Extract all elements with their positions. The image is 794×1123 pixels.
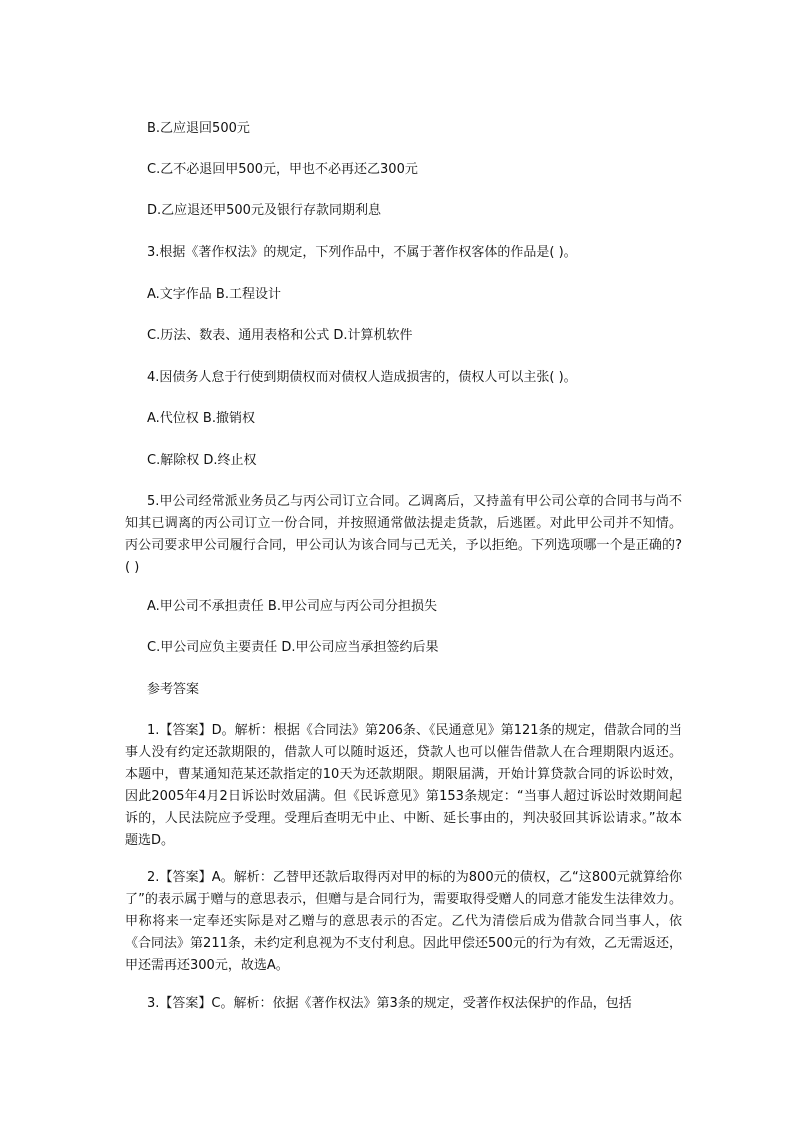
answer-3: 3.【答案】C。解析：依据《著作权法》第3条的规定，受著作权法保护的作品，包括 bbox=[147, 996, 632, 1011]
answer-2: 2.【答案】A。解析：乙替甲还款后取得丙对甲的标的为800元的债权，乙“这800元就算给你了”的表示属于赠与的意思表示，但赠与是合同行为，需要取得受赠人的同意才能发生法律效力。甲称将来一定奉还实际是对乙赠与的意思表示的否定。乙代为清偿后成为借款合同当事人，依《合同法》第211条，未约定利息视为不支付利息。因此甲偿还500元的行为有效，乙无需返还，甲还需再还300元，故选A。 bbox=[125, 870, 682, 973]
option-line: C.甲公司应负主要责任 D.甲公司应当承担签约后果 bbox=[147, 640, 439, 655]
option-line: A.文字作品 B.工程设计 bbox=[147, 287, 281, 302]
option-line: B.乙应退回500元 bbox=[147, 121, 250, 136]
question-4: 4.因债务人怠于行使到期债权而对债权人造成损害的，债权人可以主张( )。 bbox=[147, 370, 577, 385]
answers-heading: 参考答案 bbox=[147, 682, 200, 697]
option-line: D.乙应退还甲500元及银行存款同期利息 bbox=[147, 203, 381, 218]
option-line: A.代位权 B.撤销权 bbox=[147, 411, 255, 426]
answer-1: 1.【答案】D。解析：根据《合同法》第206条、《民通意见》第121条的规定，借款合同的当事人没有约定还款期限的，借款人可以随时返还，贷款人也可以催告借款人在合理期限内返还。本题中，曹某通知范某还款指定的10天为还款期限。期限届满，开始计算贷款合同的诉讼时效，因此2005年4月2日诉讼时效届满。但《民诉意见》第153条规定：“当事人超过诉讼时效期间起诉的，人民法院应予受理。受理后查明无中止、中断、延长事由的，判决驳回其诉讼请求。”故本题选D。 bbox=[125, 723, 682, 848]
option-line: C.历法、数表、通用表格和公式 D.计算机软件 bbox=[147, 328, 413, 343]
option-line: C.解除权 D.终止权 bbox=[147, 453, 257, 468]
option-line: A.甲公司不承担责任 B.甲公司应与丙公司分担损失 bbox=[147, 599, 437, 614]
question-3: 3.根据《著作权法》的规定，下列作品中，不属于著作权客体的作品是( )。 bbox=[147, 245, 577, 260]
option-line: C.乙不必退回甲500元，甲也不必再还乙300元 bbox=[147, 162, 418, 177]
question-5: 5.甲公司经常派业务员乙与丙公司订立合同。乙调离后，又持盖有甲公司公章的合同书与尚不知其已调离的丙公司订立一份合同，并按照通常做法提走货款，后逃匿。对此甲公司并不知情。丙公司要求甲公司履行合同，甲公司认为该合同与己无关，予以拒绝。下列选项哪一个是正确的?( ) bbox=[125, 494, 682, 575]
